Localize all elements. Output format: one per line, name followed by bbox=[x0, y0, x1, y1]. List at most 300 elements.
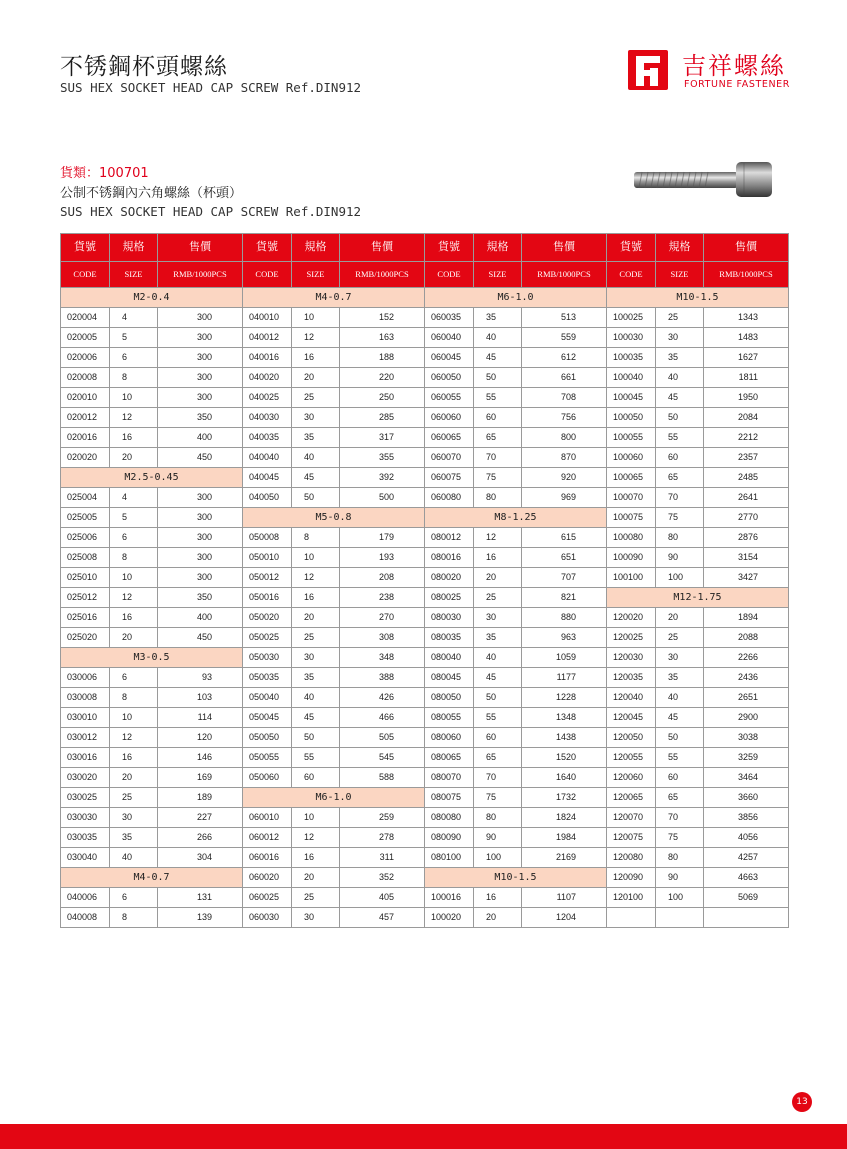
cell-code: 080065 bbox=[425, 748, 474, 768]
cell-size: 10 bbox=[292, 308, 340, 328]
cell-price: 3259 bbox=[704, 748, 789, 768]
size-group-header: M6-1.0 bbox=[243, 788, 425, 808]
cell-code: 080090 bbox=[425, 828, 474, 848]
col-header-code-en: CODE bbox=[61, 262, 110, 288]
table-row bbox=[61, 628, 789, 648]
cell-price: 3154 bbox=[704, 548, 789, 568]
cell-size: 25 bbox=[110, 788, 158, 808]
cell-size: 10 bbox=[110, 388, 158, 408]
table-row bbox=[61, 468, 789, 488]
cell-size: 10 bbox=[292, 808, 340, 828]
cell-price: 311 bbox=[340, 848, 425, 868]
cell-price: 405 bbox=[340, 888, 425, 908]
size-group-header: M6-1.0 bbox=[425, 288, 607, 308]
cell-code: 040006 bbox=[61, 888, 110, 908]
cell-price: 450 bbox=[158, 628, 243, 648]
cell-price: 1228 bbox=[522, 688, 607, 708]
cell-code: 025008 bbox=[61, 548, 110, 568]
cell-code: 020005 bbox=[61, 328, 110, 348]
brand-name-zh: 吉祥螺絲 bbox=[682, 52, 786, 80]
cell-code: 100055 bbox=[607, 428, 656, 448]
cell-size: 16 bbox=[292, 588, 340, 608]
cell-size: 6 bbox=[110, 528, 158, 548]
cell-code: 050008 bbox=[243, 528, 292, 548]
table-row bbox=[61, 288, 789, 308]
cell-code: 080050 bbox=[425, 688, 474, 708]
cell-size: 45 bbox=[292, 468, 340, 488]
cell-size: 16 bbox=[110, 428, 158, 448]
cell-price: 5069 bbox=[704, 888, 789, 908]
cell-size: 4 bbox=[110, 308, 158, 328]
cell-size: 8 bbox=[110, 368, 158, 388]
cell-code: 030035 bbox=[61, 828, 110, 848]
cell-size: 55 bbox=[474, 388, 522, 408]
cell-code: 030030 bbox=[61, 808, 110, 828]
cell-code: 080030 bbox=[425, 608, 474, 628]
cell-price: 300 bbox=[158, 508, 243, 528]
cell-code: 100045 bbox=[607, 388, 656, 408]
cell-size: 55 bbox=[656, 748, 704, 768]
cell-price: 352 bbox=[340, 868, 425, 888]
table-row bbox=[61, 888, 789, 908]
cell-size: 70 bbox=[474, 448, 522, 468]
cell-size: 30 bbox=[656, 648, 704, 668]
cell-price: 466 bbox=[340, 708, 425, 728]
cell-size: 16 bbox=[110, 608, 158, 628]
cell-price: 1204 bbox=[522, 908, 607, 928]
cell-size: 20 bbox=[110, 628, 158, 648]
cell-price: 559 bbox=[522, 328, 607, 348]
cell-code: 080025 bbox=[425, 588, 474, 608]
cell-size: 12 bbox=[292, 828, 340, 848]
cell-size: 20 bbox=[474, 568, 522, 588]
cell-price: 266 bbox=[158, 828, 243, 848]
table-row bbox=[61, 488, 789, 508]
cell-size: 12 bbox=[110, 588, 158, 608]
cell-size: 8 bbox=[110, 688, 158, 708]
cell-size: 55 bbox=[292, 748, 340, 768]
cell-code: 025020 bbox=[61, 628, 110, 648]
cell-price: 400 bbox=[158, 428, 243, 448]
col-header-size: 規格 bbox=[110, 234, 158, 262]
cell-price: 350 bbox=[158, 408, 243, 428]
cell-price: 114 bbox=[158, 708, 243, 728]
cell-price: 259 bbox=[340, 808, 425, 828]
cell-code: 080055 bbox=[425, 708, 474, 728]
col-header-size-en: SIZE bbox=[292, 262, 340, 288]
cell-code: 040012 bbox=[243, 328, 292, 348]
cell-code: 100050 bbox=[607, 408, 656, 428]
cell-price: 661 bbox=[522, 368, 607, 388]
cell-size: 20 bbox=[110, 448, 158, 468]
cell-price: 300 bbox=[158, 488, 243, 508]
cell-code: 020004 bbox=[61, 308, 110, 328]
cell-code: 080080 bbox=[425, 808, 474, 828]
footer-bar bbox=[0, 1124, 847, 1149]
cell-size: 80 bbox=[656, 528, 704, 548]
cell-price: 1520 bbox=[522, 748, 607, 768]
cell-size: 65 bbox=[474, 428, 522, 448]
cell-size: 6 bbox=[110, 668, 158, 688]
cell-size: 100 bbox=[656, 888, 704, 908]
cell-code: 120045 bbox=[607, 708, 656, 728]
cell-price: 348 bbox=[340, 648, 425, 668]
cell-price: 152 bbox=[340, 308, 425, 328]
cell-size: 6 bbox=[110, 348, 158, 368]
cell-code: 120065 bbox=[607, 788, 656, 808]
cell-code: 060045 bbox=[425, 348, 474, 368]
cell-size: 4 bbox=[110, 488, 158, 508]
cell-size: 40 bbox=[474, 648, 522, 668]
cell-price: 208 bbox=[340, 568, 425, 588]
cell-price: 1811 bbox=[704, 368, 789, 388]
size-group-header: M2.5-0.45 bbox=[61, 468, 243, 488]
cell-size: 12 bbox=[110, 728, 158, 748]
cell-size: 20 bbox=[292, 368, 340, 388]
cell-size: 80 bbox=[656, 848, 704, 868]
cell-price: 2485 bbox=[704, 468, 789, 488]
table-row bbox=[61, 908, 789, 928]
cell-code: 025016 bbox=[61, 608, 110, 628]
cell-code bbox=[607, 908, 656, 928]
cell-size: 10 bbox=[292, 548, 340, 568]
cell-size: 25 bbox=[474, 588, 522, 608]
cell-code: 120030 bbox=[607, 648, 656, 668]
cell-price: 1824 bbox=[522, 808, 607, 828]
cell-price: 800 bbox=[522, 428, 607, 448]
brand-name-en: FORTUNE FASTENER bbox=[684, 79, 790, 90]
cell-code: 100070 bbox=[607, 488, 656, 508]
cell-code: 120055 bbox=[607, 748, 656, 768]
cell-size: 90 bbox=[656, 868, 704, 888]
cell-code: 100065 bbox=[607, 468, 656, 488]
cell-price: 250 bbox=[340, 388, 425, 408]
cell-size: 75 bbox=[474, 788, 522, 808]
cell-code: 100075 bbox=[607, 508, 656, 528]
cell-size: 10 bbox=[110, 568, 158, 588]
cell-size: 50 bbox=[656, 728, 704, 748]
cell-code: 060012 bbox=[243, 828, 292, 848]
cell-price: 350 bbox=[158, 588, 243, 608]
cell-code: 030010 bbox=[61, 708, 110, 728]
cell-code: 050016 bbox=[243, 588, 292, 608]
cell-price: 4257 bbox=[704, 848, 789, 868]
cell-price: 392 bbox=[340, 468, 425, 488]
cell-code: 120020 bbox=[607, 608, 656, 628]
cell-code: 080020 bbox=[425, 568, 474, 588]
cell-price: 188 bbox=[340, 348, 425, 368]
table-row bbox=[61, 668, 789, 688]
price-table bbox=[60, 233, 789, 928]
table-row bbox=[61, 328, 789, 348]
cell-size: 40 bbox=[110, 848, 158, 868]
cell-size: 8 bbox=[110, 548, 158, 568]
cell-code: 040030 bbox=[243, 408, 292, 428]
cell-price: 2876 bbox=[704, 528, 789, 548]
cell-price: 1177 bbox=[522, 668, 607, 688]
cell-price: 545 bbox=[340, 748, 425, 768]
cell-size: 40 bbox=[656, 368, 704, 388]
cell-price: 2900 bbox=[704, 708, 789, 728]
cell-price: 1894 bbox=[704, 608, 789, 628]
cell-code: 030016 bbox=[61, 748, 110, 768]
cell-size: 16 bbox=[474, 888, 522, 908]
cell-price: 169 bbox=[158, 768, 243, 788]
cell-code: 100040 bbox=[607, 368, 656, 388]
cell-code: 050020 bbox=[243, 608, 292, 628]
cell-size: 45 bbox=[474, 348, 522, 368]
cell-code: 020006 bbox=[61, 348, 110, 368]
table-row bbox=[61, 308, 789, 328]
cell-price: 1640 bbox=[522, 768, 607, 788]
cell-code: 025004 bbox=[61, 488, 110, 508]
cell-price: 400 bbox=[158, 608, 243, 628]
cell-price: 300 bbox=[158, 548, 243, 568]
cell-code: 060080 bbox=[425, 488, 474, 508]
cell-price: 963 bbox=[522, 628, 607, 648]
cell-price: 355 bbox=[340, 448, 425, 468]
cell-price: 457 bbox=[340, 908, 425, 928]
table-row bbox=[61, 808, 789, 828]
cell-size: 60 bbox=[474, 408, 522, 428]
cell-price: 2651 bbox=[704, 688, 789, 708]
cell-code: 030008 bbox=[61, 688, 110, 708]
cell-size: 35 bbox=[474, 628, 522, 648]
cell-price: 2266 bbox=[704, 648, 789, 668]
cell-size: 12 bbox=[110, 408, 158, 428]
col-header-code: 貨號 bbox=[607, 234, 656, 262]
cell-size: 16 bbox=[292, 848, 340, 868]
cell-size: 30 bbox=[292, 908, 340, 928]
cell-size: 40 bbox=[292, 688, 340, 708]
cell-code: 050010 bbox=[243, 548, 292, 568]
cell-size: 25 bbox=[292, 628, 340, 648]
table-row bbox=[61, 728, 789, 748]
cell-size: 60 bbox=[656, 448, 704, 468]
cell-code: 060016 bbox=[243, 848, 292, 868]
cell-code: 100090 bbox=[607, 548, 656, 568]
cell-price: 238 bbox=[340, 588, 425, 608]
cell-price: 1732 bbox=[522, 788, 607, 808]
cell-size: 10 bbox=[110, 708, 158, 728]
cell-code: 025006 bbox=[61, 528, 110, 548]
cell-size: 50 bbox=[656, 408, 704, 428]
col-header-code: 貨號 bbox=[61, 234, 110, 262]
cell-price: 1107 bbox=[522, 888, 607, 908]
cell-price: 179 bbox=[340, 528, 425, 548]
cell-code: 040016 bbox=[243, 348, 292, 368]
table-row bbox=[61, 848, 789, 868]
cell-code: 040050 bbox=[243, 488, 292, 508]
col-header-code: 貨號 bbox=[243, 234, 292, 262]
cell-price: 131 bbox=[158, 888, 243, 908]
col-header-price-en: RMB/1000PCS bbox=[522, 262, 607, 288]
col-header-size: 規格 bbox=[474, 234, 522, 262]
table-row bbox=[61, 768, 789, 788]
cell-price: 969 bbox=[522, 488, 607, 508]
cell-code: 060035 bbox=[425, 308, 474, 328]
cell-size: 35 bbox=[292, 668, 340, 688]
cell-price: 1438 bbox=[522, 728, 607, 748]
cell-price: 300 bbox=[158, 348, 243, 368]
cell-code: 060065 bbox=[425, 428, 474, 448]
cell-size: 35 bbox=[110, 828, 158, 848]
cell-price: 1343 bbox=[704, 308, 789, 328]
cell-code: 120100 bbox=[607, 888, 656, 908]
cell-price: 278 bbox=[340, 828, 425, 848]
table-row bbox=[61, 448, 789, 468]
cell-code: 100025 bbox=[607, 308, 656, 328]
cell-price: 308 bbox=[340, 628, 425, 648]
col-header-code-en: CODE bbox=[243, 262, 292, 288]
cell-size: 20 bbox=[110, 768, 158, 788]
cell-code: 060010 bbox=[243, 808, 292, 828]
cell-size: 20 bbox=[292, 608, 340, 628]
product-name-en: SUS HEX SOCKET HEAD CAP SCREW Ref.DIN912 bbox=[60, 204, 362, 219]
table-row bbox=[61, 568, 789, 588]
cell-code: 120080 bbox=[607, 848, 656, 868]
cell-size: 65 bbox=[656, 468, 704, 488]
cell-code: 050045 bbox=[243, 708, 292, 728]
cell-size: 100 bbox=[474, 848, 522, 868]
page-title: 不锈鋼杯頭螺絲 bbox=[60, 54, 228, 80]
cell-code: 030040 bbox=[61, 848, 110, 868]
cell-price: 189 bbox=[158, 788, 243, 808]
cell-price: 300 bbox=[158, 328, 243, 348]
cell-price: 2084 bbox=[704, 408, 789, 428]
cell-price: 821 bbox=[522, 588, 607, 608]
cell-code: 030025 bbox=[61, 788, 110, 808]
page-subtitle: SUS HEX SOCKET HEAD CAP SCREW Ref.DIN912 bbox=[60, 80, 362, 95]
cell-code: 060025 bbox=[243, 888, 292, 908]
cell-size: 55 bbox=[656, 428, 704, 448]
cell-price: 93 bbox=[158, 668, 243, 688]
cell-code: 120025 bbox=[607, 628, 656, 648]
col-header-code-en: CODE bbox=[607, 262, 656, 288]
table-row bbox=[61, 608, 789, 628]
cell-price: 3856 bbox=[704, 808, 789, 828]
col-header-price: 售價 bbox=[704, 234, 789, 262]
cell-size: 16 bbox=[292, 348, 340, 368]
cell-code: 040035 bbox=[243, 428, 292, 448]
cell-price: 285 bbox=[340, 408, 425, 428]
cell-size bbox=[656, 908, 704, 928]
cell-price: 227 bbox=[158, 808, 243, 828]
cell-code: 050025 bbox=[243, 628, 292, 648]
table-row bbox=[61, 388, 789, 408]
cell-price: 103 bbox=[158, 688, 243, 708]
cell-code: 080045 bbox=[425, 668, 474, 688]
cell-size: 30 bbox=[474, 608, 522, 628]
cell-size: 8 bbox=[292, 528, 340, 548]
cell-size: 75 bbox=[656, 508, 704, 528]
cell-code: 060075 bbox=[425, 468, 474, 488]
cell-code: 025010 bbox=[61, 568, 110, 588]
cell-code: 030012 bbox=[61, 728, 110, 748]
cell-code: 060055 bbox=[425, 388, 474, 408]
cell-size: 16 bbox=[110, 748, 158, 768]
cell-size: 65 bbox=[474, 748, 522, 768]
cell-code: 040045 bbox=[243, 468, 292, 488]
cell-code: 060050 bbox=[425, 368, 474, 388]
cell-size: 35 bbox=[474, 308, 522, 328]
cell-code: 120050 bbox=[607, 728, 656, 748]
cell-price: 1483 bbox=[704, 328, 789, 348]
cell-price: 1627 bbox=[704, 348, 789, 368]
cell-price: 3660 bbox=[704, 788, 789, 808]
cell-code: 050030 bbox=[243, 648, 292, 668]
cell-size: 5 bbox=[110, 328, 158, 348]
cell-price: 300 bbox=[158, 388, 243, 408]
cell-price: 4056 bbox=[704, 828, 789, 848]
cell-code: 120070 bbox=[607, 808, 656, 828]
cell-code: 080100 bbox=[425, 848, 474, 868]
cell-price: 880 bbox=[522, 608, 607, 628]
table-row bbox=[61, 688, 789, 708]
cell-size: 60 bbox=[656, 768, 704, 788]
cell-price: 270 bbox=[340, 608, 425, 628]
cell-code: 020010 bbox=[61, 388, 110, 408]
cell-price: 3464 bbox=[704, 768, 789, 788]
cell-price: 120 bbox=[158, 728, 243, 748]
screw-image bbox=[632, 160, 774, 198]
brand-logo bbox=[628, 50, 668, 90]
cell-price: 163 bbox=[340, 328, 425, 348]
cell-size: 16 bbox=[474, 548, 522, 568]
cell-price: 651 bbox=[522, 548, 607, 568]
table-row bbox=[61, 708, 789, 728]
cell-size: 25 bbox=[292, 888, 340, 908]
product-category: 貨類：100701 bbox=[60, 166, 149, 181]
col-header-price: 售價 bbox=[522, 234, 607, 262]
cell-code: 050060 bbox=[243, 768, 292, 788]
cell-price: 426 bbox=[340, 688, 425, 708]
cell-price: 870 bbox=[522, 448, 607, 468]
cell-code: 050050 bbox=[243, 728, 292, 748]
table-row bbox=[61, 648, 789, 668]
cell-code: 030006 bbox=[61, 668, 110, 688]
cell-price: 193 bbox=[340, 548, 425, 568]
size-group-header: M4-0.7 bbox=[61, 868, 243, 888]
cell-size: 30 bbox=[292, 648, 340, 668]
cell-code: 040008 bbox=[61, 908, 110, 928]
cell-size: 35 bbox=[656, 348, 704, 368]
size-group-header: M4-0.7 bbox=[243, 288, 425, 308]
cell-size: 6 bbox=[110, 888, 158, 908]
cell-code: 060060 bbox=[425, 408, 474, 428]
size-group-header: M3-0.5 bbox=[61, 648, 243, 668]
cell-size: 25 bbox=[656, 628, 704, 648]
col-header-price: 售價 bbox=[340, 234, 425, 262]
cell-code: 120075 bbox=[607, 828, 656, 848]
cell-price: 1059 bbox=[522, 648, 607, 668]
cell-code: 080040 bbox=[425, 648, 474, 668]
cell-size: 40 bbox=[474, 328, 522, 348]
cell-size: 100 bbox=[656, 568, 704, 588]
cell-price: 756 bbox=[522, 408, 607, 428]
cell-price: 300 bbox=[158, 568, 243, 588]
cell-code: 080016 bbox=[425, 548, 474, 568]
cell-code: 100030 bbox=[607, 328, 656, 348]
cell-size: 50 bbox=[474, 688, 522, 708]
cell-code: 120040 bbox=[607, 688, 656, 708]
cell-size: 30 bbox=[292, 408, 340, 428]
cell-price: 3427 bbox=[704, 568, 789, 588]
col-header-size-en: SIZE bbox=[110, 262, 158, 288]
cell-code: 060070 bbox=[425, 448, 474, 468]
cell-code: 100100 bbox=[607, 568, 656, 588]
cell-price: 4663 bbox=[704, 868, 789, 888]
